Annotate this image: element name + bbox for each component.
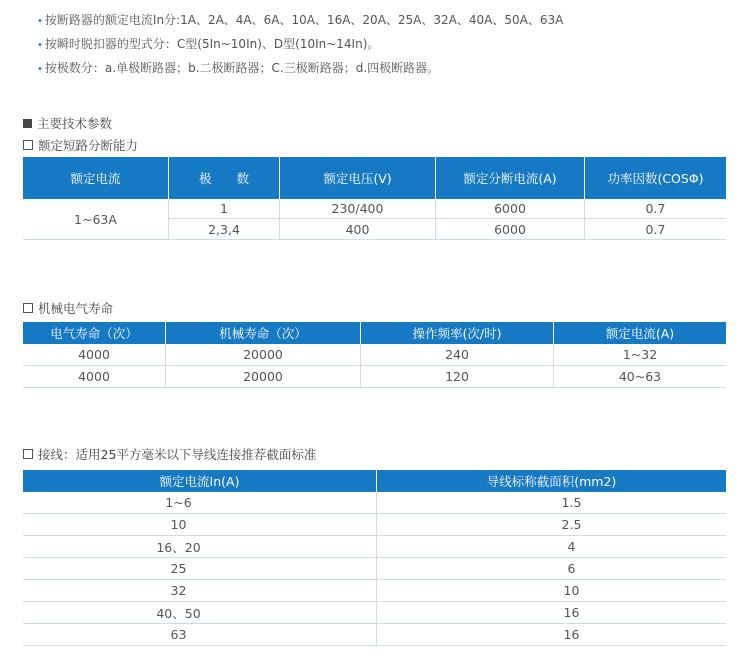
table-cell: 16 bbox=[563, 605, 580, 620]
table-row bbox=[23, 199, 726, 218]
table1-title: 额定短路分断能力 bbox=[23, 136, 138, 154]
table-row bbox=[23, 492, 726, 514]
table-row bbox=[23, 624, 726, 646]
table-cell: 16 bbox=[563, 627, 580, 642]
table-header-cell: 机械寿命（次） bbox=[219, 326, 307, 341]
table-cell: 0.7 bbox=[645, 201, 666, 216]
table-header-cell: 额定电流In(A) bbox=[159, 474, 240, 489]
table-header-cell: 导线标称截面积(mm2) bbox=[486, 474, 617, 489]
table-cell: 4000 bbox=[78, 369, 110, 384]
table-row bbox=[23, 602, 726, 624]
empty-square-icon bbox=[23, 303, 33, 313]
bullet-dot-icon: • bbox=[37, 16, 43, 27]
table-row bbox=[23, 514, 726, 536]
table-header-cell: 额定电流 bbox=[70, 171, 121, 186]
table-body bbox=[23, 199, 726, 240]
table-cell: 2,3,4 bbox=[208, 221, 240, 237]
table-row bbox=[23, 219, 726, 239]
table-cell: 25 bbox=[170, 561, 187, 576]
life-table bbox=[23, 322, 726, 388]
section-heading-main: 主要技术参数 bbox=[23, 114, 112, 132]
table-cell: 1~6 bbox=[165, 495, 192, 510]
empty-square-icon bbox=[23, 140, 33, 150]
table-header-row bbox=[23, 157, 726, 199]
table-cell: 0.7 bbox=[645, 221, 666, 237]
bullet-item: • 按断路器的额定电流In分:1A、2A、4A、6A、10A、16A、20A、25A、32A、40A、50A、63A bbox=[37, 13, 564, 27]
table-cell: 32 bbox=[170, 583, 187, 598]
table-cell: 4 bbox=[567, 539, 576, 554]
table2-title: 机械电气寿命 bbox=[23, 299, 113, 317]
table-cell: 40~63 bbox=[618, 369, 662, 384]
table-header-cell: 功率因数(COSΦ) bbox=[607, 171, 704, 186]
bullet-dot-icon: • bbox=[37, 64, 43, 75]
table-header-cell: 额定电流(A) bbox=[605, 326, 675, 341]
feature-list bbox=[37, 9, 563, 81]
table-cell: 10 bbox=[563, 583, 580, 598]
table3-title: 接线：适用25平方毫米以下导线连接推荐截面标准 bbox=[23, 445, 316, 463]
table-cell: 6000 bbox=[494, 201, 526, 216]
table-cell: 40、50 bbox=[156, 605, 201, 621]
bullet-item: • 按极数分：a.单极断路器；b.二极断路器；C.三极断路器；d.四极断路器。 bbox=[37, 61, 440, 75]
table-cell: 400 bbox=[345, 221, 370, 237]
table-row bbox=[23, 344, 726, 366]
table-cell: 1~32 bbox=[622, 347, 658, 362]
table-cell: 1.5 bbox=[561, 495, 582, 510]
short-circuit-capacity-table bbox=[23, 157, 726, 240]
table-row bbox=[23, 366, 726, 388]
table-cell: 6000 bbox=[494, 221, 526, 237]
table-header-cell: 额定分断电流(A) bbox=[463, 171, 557, 186]
table-header-cell: 操作频率(次/时) bbox=[412, 326, 502, 341]
bullet-dot-icon: • bbox=[37, 40, 43, 51]
table-cell: 20000 bbox=[243, 369, 283, 384]
table-cell: 4000 bbox=[78, 347, 110, 362]
table-cell: 63 bbox=[170, 627, 187, 642]
table-cell: 240 bbox=[445, 347, 469, 362]
table-cell: 6 bbox=[567, 561, 576, 576]
merged-current-cell: 1~63A bbox=[74, 211, 117, 227]
table-cell: 2.5 bbox=[561, 517, 582, 532]
table-header-cell: 极 数 bbox=[198, 171, 249, 186]
table-header-row bbox=[23, 470, 726, 492]
table-cell: 10 bbox=[170, 517, 187, 532]
table-row bbox=[23, 536, 726, 558]
table-header-cell: 电气寿命（次） bbox=[50, 326, 138, 341]
table-header-cell: 额定电压(V) bbox=[323, 171, 392, 186]
table-row bbox=[23, 558, 726, 580]
table-header-row bbox=[23, 322, 726, 344]
bullet-item: • 按瞬时脱扣器的型式分：C型(5In~10In)、D型(10In~14In)。 bbox=[37, 37, 380, 51]
table-cell: 230/400 bbox=[331, 201, 384, 216]
table-cell: 120 bbox=[445, 369, 469, 384]
table-cell: 20000 bbox=[243, 347, 283, 362]
table-cell: 1 bbox=[220, 201, 228, 216]
wire-section-table bbox=[23, 470, 726, 646]
table-row bbox=[23, 580, 726, 602]
empty-square-icon bbox=[23, 449, 33, 459]
filled-square-icon bbox=[23, 119, 32, 128]
table-cell: 16、20 bbox=[156, 539, 201, 555]
